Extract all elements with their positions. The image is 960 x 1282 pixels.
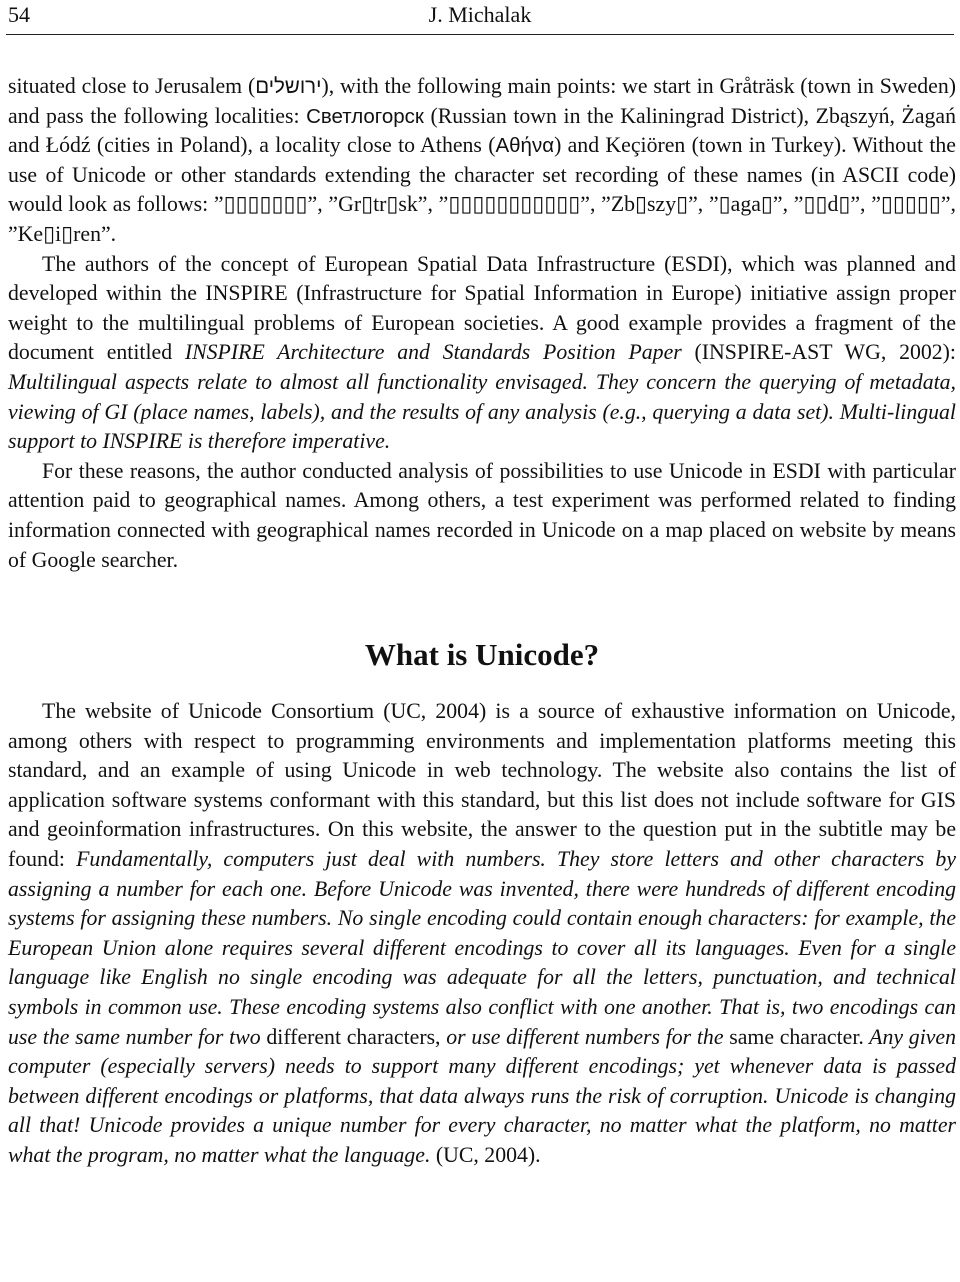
page-number: 54 xyxy=(8,2,30,27)
running-head-author: J. Michalak xyxy=(428,2,532,27)
document-title: INSPIRE Architecture and Standards Position Paper xyxy=(184,340,682,365)
quotation: Multilingual aspects relate to almost all functionality envisaged. They concern the querying of metadata, viewing of GI (place names, labels), and the results of any analysis (e.g., querying a data set). Multi-lingual support to INSPIRE is therefore imperative. xyxy=(8,369,956,454)
paragraph-1 xyxy=(8,72,956,250)
text-span: (INSPIRE-AST WG, 2002): xyxy=(681,340,956,365)
body-text xyxy=(8,72,956,1171)
paragraph-4 xyxy=(8,697,956,1171)
text-span: different characters, xyxy=(260,1024,441,1049)
text-span: situated close to Jerusalem ( xyxy=(8,74,256,98)
text-span: The authors of the concept of European Spatial Data Infrastructure (ESDI), which was planned and developed within the INSPIRE (Infrastructure for Spatial Information in Europe) initiative assign proper weight to the multilingual problems of European societies. A good example provides a fragment of the document entitled xyxy=(8,251,956,365)
hebrew-name: ירושלים xyxy=(255,75,322,98)
text-span: ), with the following main points: we start in Gråträsk (town in Sweden) and pass the following localities: xyxy=(8,74,956,128)
russian-name: Светлогорск xyxy=(306,104,424,128)
quotation: Any given computer (especially servers) needs to support many different encodings; yet whenever data is passed between different encodings or platforms, that data always runs the risk of corruption. Unicode is changing all that! Unicode provides a unique number for every character, no matter what the platform, no matter what the program, no matter what the language. xyxy=(8,1024,956,1167)
text-span: ) and Keçiören (town in Turkey). Without the use of Unicode or other standards extending the character set recording of these names (in ASCII code) would look as follows: ”▯▯▯▯▯▯▯”, ”Gr▯tr▯sk”, ”▯▯▯▯▯▯▯▯▯▯▯”, ”Zb▯szy▯”, ”▯aga▯”, ”▯▯d▯”, ”▯▯▯▯▯”, ”Ke▯i▯ren”. xyxy=(8,133,956,246)
paragraph-3: For these reasons, the author conducted analysis of possibilities to use Unicode in ESDI with particular attention paid to geographical names. Among others, a test experiment was performed related to finding information connected with geographical names recorded in Unicode on a map placed on website by means of Google searcher. xyxy=(8,458,956,572)
text-span: The website of Unicode Consortium (UC, 2004) is a source of exhaustive information on Unicode, among others with respect to programming environments and implementation platforms meeting this standard, and an example of using Unicode in web technology. The website also contains the list of application software systems conformant with this standard, but this list does not include software for GIS and geoinformation infrastructures. On this website, the answer to the question put in the subtitle may be found: xyxy=(8,699,956,872)
citation: (UC, 2004). xyxy=(430,1143,541,1167)
text-span: same character. xyxy=(723,1024,864,1049)
greek-name: Αθήνα xyxy=(495,134,555,158)
section-heading: What is Unicode? xyxy=(364,637,600,673)
paragraph-2 xyxy=(8,250,956,457)
text-span: (Russian town in the Kaliningrad District), Zbąszyń, Żagań and Łódź (cities in Poland), a locality close to Athens ( xyxy=(8,103,956,158)
quotation: Fundamentally, computers just deal with numbers. They store letters and other characters by assigning a number for each one. Before Unicode was invented, there were hundreds of different encoding systems for assigning these numbers. No single encoding could contain enough characters: for example, the European Union alone requires several different encodings to cover all its languages. Even for a single language like English no single encoding was adequate for all the letters, punctuation, and technical symbols in common use. These encoding systems also conflict with one another. That is, two encodings can use the same number for two xyxy=(8,847,957,1049)
quotation: or use different numbers for the xyxy=(440,1024,724,1049)
section-spacer xyxy=(8,575,956,637)
page-header xyxy=(6,0,954,35)
